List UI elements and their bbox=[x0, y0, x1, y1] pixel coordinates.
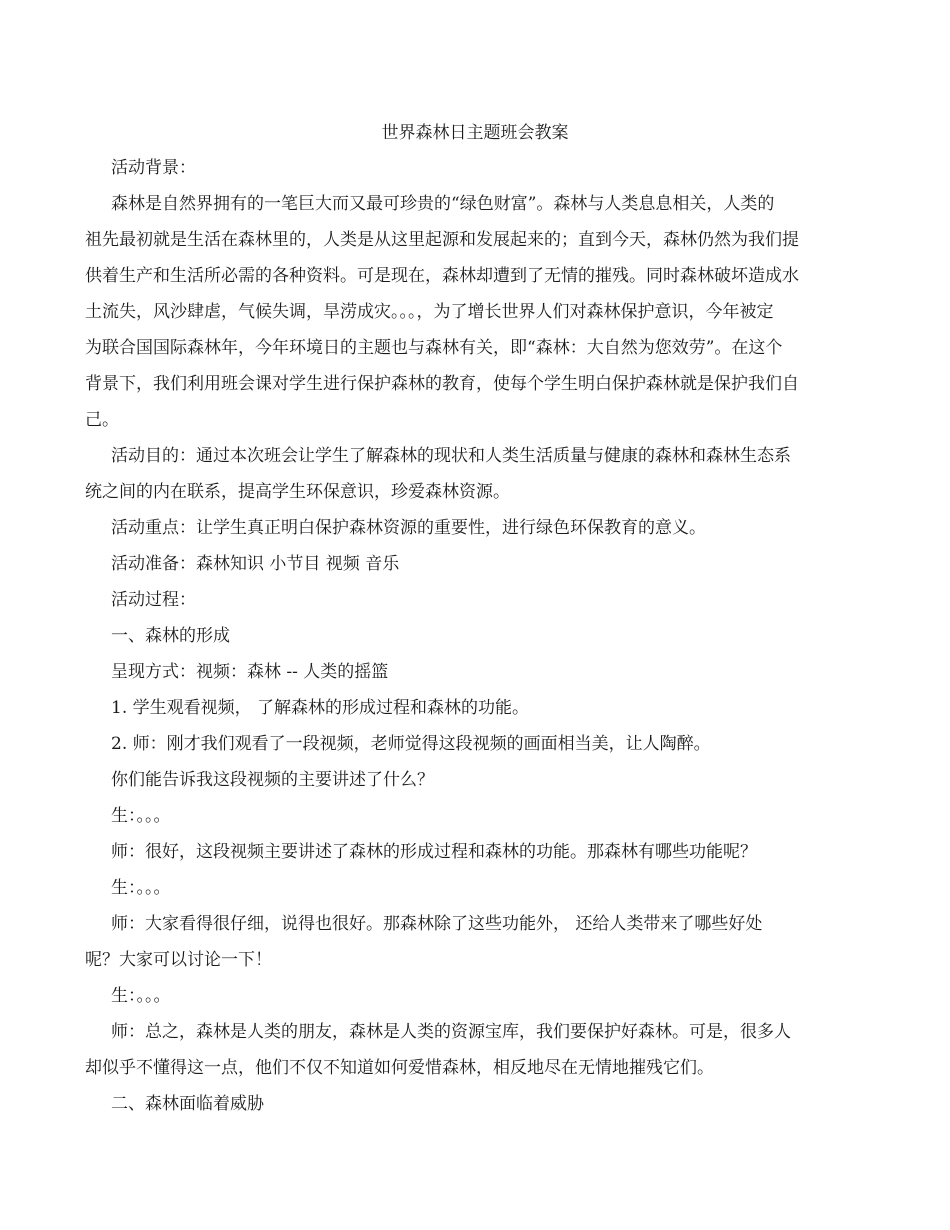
paragraph-line: 活动准备：森林知识 小节目 视频 音乐 bbox=[111, 554, 400, 574]
list-item-2: 2. 师：刚才我们观看了一段视频，老师觉得这段视频的画面相当美，让人陶醉。 bbox=[111, 734, 711, 754]
paragraph-line: 己。 bbox=[85, 410, 119, 430]
paragraph-line: 土流失，风沙肆虐，气候失调，旱涝成灾。。。，为了增长世界人们对森林保护意识，今年被定 bbox=[85, 302, 774, 322]
section-label-process: 活动过程： bbox=[111, 590, 196, 610]
paragraph-line: 祖先最初就是生活在森林里的，人类是从这里起源和发展起来的；直到今天，森林仍然为我们提 bbox=[85, 230, 799, 250]
list-item-1: 1. 学生观看视频， 了解森林的形成过程和森林的功能。 bbox=[111, 698, 530, 718]
paragraph-line: 背景下，我们利用班会课对学生进行保护森林的教育，使每个学生明白保护森林就是保护我们自 bbox=[85, 374, 799, 394]
dialogue-line: 呢？大家可以讨论一下！ bbox=[85, 950, 272, 970]
dialogue-line: 师：大家看得很仔细，说得也很好。那森林除了这些功能外， 还给人类带来了哪些好处 bbox=[111, 914, 763, 934]
document-title: 世界森林日主题班会教案 bbox=[381, 123, 569, 143]
dialogue-line: 生：。。。 bbox=[111, 878, 171, 898]
paragraph-line: 森林是自然界拥有的一笔巨大而又最可珍贵的“绿色财富”。森林与人类息息相关，人类的 bbox=[111, 194, 775, 214]
paragraph-line: 你们能告诉我这段视频的主要讲述了什么？ bbox=[111, 770, 434, 790]
dialogue-line: 师：很好，这段视频主要讲述了森林的形成过程和森林的功能。那森林有哪些功能呢？ bbox=[111, 842, 757, 862]
dialogue-line: 师：总之，森林是人类的朋友，森林是人类的资源宝库，我们要保护好森林。可是，很多人 bbox=[111, 1022, 791, 1042]
dialogue-line: 生：。。。 bbox=[111, 806, 171, 826]
paragraph-line: 供着生产和生活所必需的各种资料。可是现在，森林却遭到了无情的摧残。同时森林破坏造成水 bbox=[85, 266, 799, 286]
paragraph-line: 活动重点：让学生真正明白保护森林资源的重要性，进行绿色环保教育的意义。 bbox=[111, 518, 706, 538]
section-heading-1: 一、森林的形成 bbox=[111, 626, 230, 646]
dialogue-line: 却似乎不懂得这一点，他们不仅不知道如何爱惜森林，相反地尽在无情地摧残它们。 bbox=[85, 1058, 714, 1078]
section-label-background: 活动背景： bbox=[111, 158, 196, 178]
section-heading-2: 二、森林面临着威胁 bbox=[111, 1094, 264, 1114]
paragraph-line: 呈现方式：视频：森林 -- 人类的摇篮 bbox=[111, 662, 389, 682]
dialogue-line: 生：。。。 bbox=[111, 986, 171, 1006]
paragraph-line: 统之间的内在联系，提高学生环保意识，珍爱森林资源。 bbox=[85, 482, 510, 502]
paragraph-line: 为联合国国际森林年，今年环境日的主题也与森林有关，即“森林：大自然为您效劳”。在这个 bbox=[85, 338, 783, 358]
paragraph-line: 活动目的：通过本次班会让学生了解森林的现状和人类生活质量与健康的森林和森林生态系 bbox=[111, 446, 791, 466]
